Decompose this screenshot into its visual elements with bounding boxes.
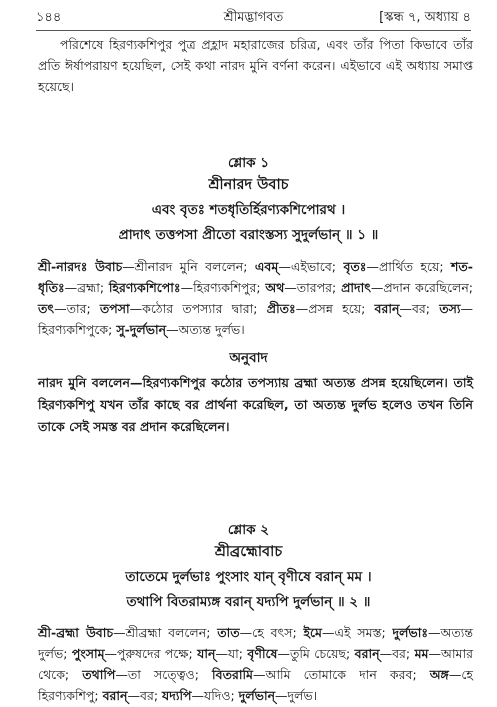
verse-1-line-2: প্রাদাৎ তত্তপসা প্রীতো বরাংস্তস্য সুদুর্লভান্ ॥ ১ ॥ xyxy=(118,227,379,243)
verse-1-line-1: এবং বৃতঃ শতধৃতির্হিরণ্যকশিপোরথ । xyxy=(151,202,346,218)
intro-paragraph: পরিশেষে হিরণ্যকশিপুর পুত্র প্রহ্লাদ মহারাজের চরিত্র, এবং তাঁর পিতা কিভাবে তাঁর প্রতি ঈর্ষাপরায়ণ হয়েছিল, সেই কথা নারদ মুনি বর্ণনা করেন। এইভাবে এই অধ্যায় সমাপ্ত হয়েছে। xyxy=(38,37,473,94)
synonym-term: হিরণ্যকশিপোঃ xyxy=(108,280,181,295)
synonym-term: মম xyxy=(414,646,429,661)
synonym-meaning: —প্রার্থিত হয়ে; xyxy=(366,259,452,274)
synonym-term: বৃণীষে xyxy=(247,646,278,661)
synonym-term: শ্রী-নারদঃ উবাচ xyxy=(38,259,123,274)
synonym-term: প্রীতঃ xyxy=(266,301,296,316)
synonym-meaning: —আমার থেকে; xyxy=(38,646,473,682)
synonym-meaning: —শ্রীনারদ মুনি বললেন; xyxy=(122,259,255,274)
page-header xyxy=(36,8,471,28)
verse-2-heading: শ্লোক ২ xyxy=(227,522,270,538)
synonym-meaning: —প্রসন্ন হয়ে; xyxy=(295,301,375,316)
synonym-meaning: —প্রদান করেছিলেন; xyxy=(370,280,473,295)
synonym-meaning: —যা; xyxy=(215,646,248,661)
verse-2-synonyms xyxy=(38,622,473,706)
synonym-meaning: —অত্যন্ত দুর্লভ; xyxy=(38,625,473,661)
book-title: শ্রীমদ্ভাগবত xyxy=(223,10,284,25)
synonym-term: তপসা xyxy=(99,301,130,316)
page-number: ১৪৪ xyxy=(36,10,62,25)
synonym-meaning: —দুর্লভ। xyxy=(275,688,318,703)
synonym-meaning: —কঠোর তপস্যার দ্বারা; xyxy=(129,301,267,316)
synonym-term: তথাপি xyxy=(82,667,116,682)
synonym-term: শত-ধৃতিঃ xyxy=(38,259,473,295)
header-rule xyxy=(36,30,471,31)
synonym-meaning: —যদিও; xyxy=(191,688,239,703)
verse-1-heading: শ্লোক ১ xyxy=(227,155,270,171)
synonym-meaning: —আমি তোমাকে দান করব; xyxy=(252,667,430,682)
synonym-term: ইমে xyxy=(303,625,322,640)
synonym-term: তস্য xyxy=(439,301,461,316)
verse-1-translation-heading: অনুবাদ xyxy=(229,350,268,366)
synonym-meaning: —তুমি চেয়েছ; xyxy=(277,646,355,661)
synonym-term: দুর্লভাঃ xyxy=(392,625,429,640)
synonym-meaning: —হে হিরণ্যকশিপু; xyxy=(38,667,473,703)
synonym-term: যান্ xyxy=(197,646,216,661)
synonym-term: শ্রী-ব্রহ্মা উবাচ xyxy=(38,625,114,640)
synonym-meaning: —বর; xyxy=(399,301,440,316)
synonym-term: যদ্যপি xyxy=(162,688,192,703)
verse-1-speaker: শ্রীনারদ উবাচ xyxy=(208,177,289,193)
synonym-meaning: —অত্যন্ত দুর্লভ। xyxy=(166,322,245,337)
synonym-term: বিতরামি xyxy=(212,667,253,682)
synonym-term: দুর্লভান্ xyxy=(238,688,276,703)
synonym-term: পুংসাম্ xyxy=(71,646,105,661)
synonym-meaning: —তারপর; xyxy=(284,280,342,295)
synonym-term: অথ xyxy=(265,280,285,295)
verse-1-synonyms xyxy=(38,256,473,340)
synonym-term: প্রাদাৎ xyxy=(341,280,371,295)
synonym-meaning: —এইভাবে; xyxy=(278,259,344,274)
synonym-term: অঙ্গ xyxy=(429,667,449,682)
synonym-meaning: —বর; xyxy=(379,646,415,661)
synonym-meaning: —হিরণ্যকশিপুকে; xyxy=(38,301,473,337)
synonym-term: তৎ xyxy=(38,301,55,316)
verse-2-line-2: তথাপি বিতরাম্যঙ্গ বরান্ যদ্যপি দুর্লভান্ ॥ ২ ॥ xyxy=(126,594,371,610)
synonym-term: তাত xyxy=(217,625,240,640)
chapter-reference: [স্কন্ধ ৭, অধ্যায় ৪ xyxy=(379,10,471,25)
synonym-meaning: —তার; xyxy=(54,301,100,316)
synonym-term: বরান্ xyxy=(374,301,400,316)
verse-2-speaker: শ্রীব্রহ্মোবাচ xyxy=(214,544,283,560)
synonym-term: বরান্ xyxy=(102,688,128,703)
synonym-meaning: —শ্রীব্রহ্মা বললেন; xyxy=(113,625,218,640)
synonym-meaning: —হে বৎস; xyxy=(239,625,304,640)
synonym-meaning: —বর; xyxy=(127,688,163,703)
synonym-term: সু-দুর্লভান্ xyxy=(116,322,167,337)
synonym-meaning: —এই সমস্ত; xyxy=(322,625,393,640)
verse-1-translation: নারদ মুনি বললেন—হিরণ্যকশিপুর কঠোর তপস্যায় ব্রহ্মা অত্যন্ত প্রসন্ন হয়েছিলেন। তাই হিরণ্যকশিপু যখন তাঁর কাছে বর প্রার্থনা করেছিল, তা অত্যন্ত দুর্লভ হলেও তখন তিনি তাকে সেই সমস্ত বর প্রদান করেছিলেন। xyxy=(38,375,473,434)
verse-2-line-1: তাতেমে দুর্লভাঃ পুংসাং যান্ বৃণীষে বরান্ মম । xyxy=(125,569,372,585)
synonym-term: বৃতঃ xyxy=(343,259,367,274)
synonym-term: বরান্ xyxy=(354,646,380,661)
synonym-meaning: —ব্রহ্মা; xyxy=(64,280,109,295)
synonym-meaning: —হিরণ্যকশিপুর; xyxy=(180,280,266,295)
synonym-term: এবম্ xyxy=(254,259,279,274)
synonym-meaning: —পুরুষদের পক্ষে; xyxy=(104,646,198,661)
synonym-meaning: —তা সত্ত্বেও; xyxy=(115,667,213,682)
